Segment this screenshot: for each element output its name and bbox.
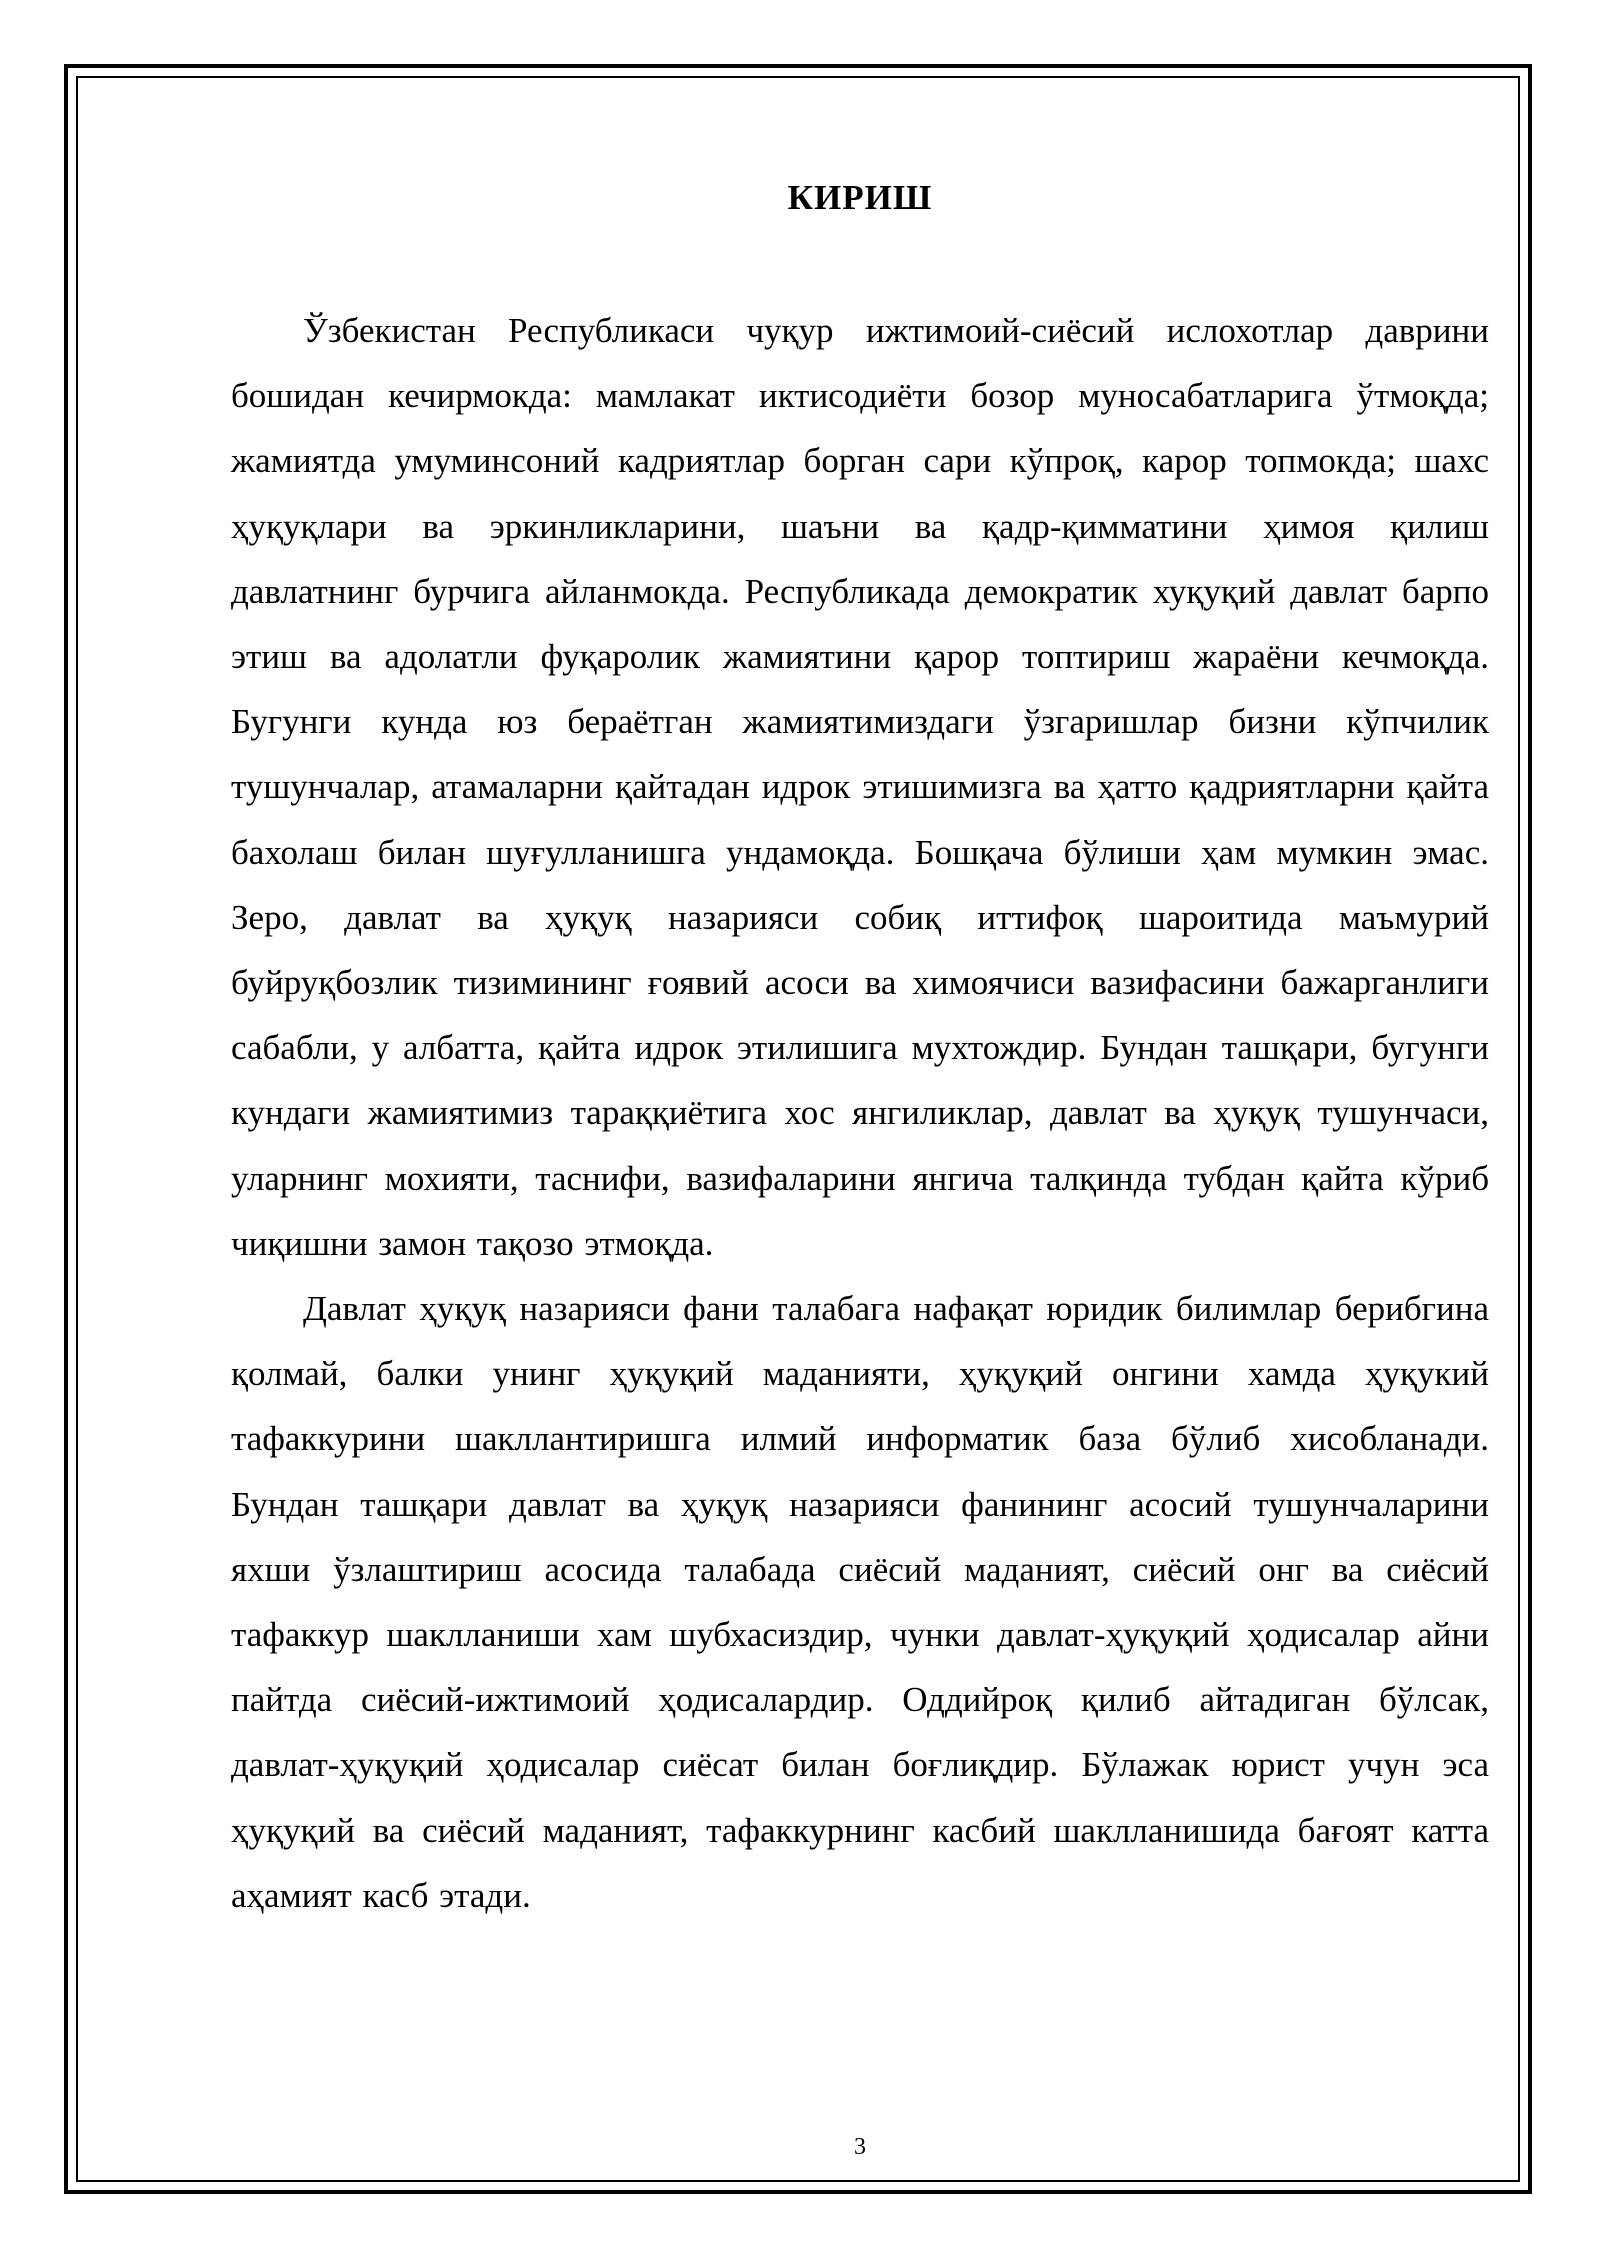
- paragraph-2: Давлат ҳуқуқ назарияси фани талабага нафақат юридик билимлар берибгина қолмай, балки унинг ҳуқуқий маданияти, ҳуқуқий онгини хамда ҳуқукий тафаккурини шакллантиришга илмий информатик база бўлиб хисобланади. Бундан ташқари давлат ва ҳуқуқ назарияси фанининг асосий тушунчаларини яхши ўзлаштириш асосида талабада сиёсий маданият, сиёсий онг ва сиёсий тафаккур шаклланиши хам шубхасиздир, чунки давлат-ҳуқуқий ҳодисалар айни пайтда сиёсий-ижтимоий ҳодисалардир. Оддийроқ қилиб айтадиган бўлсак, давлат-ҳуқуқий ҳодисалар сиёсат билан боғлиқдир. Бўлажак юрист учун эса ҳуқуқий ва сиёсий маданият, тафаккурнинг касбий шаклланишида бағоят катта аҳамият касб этади.: [231, 1289, 1489, 1915]
- body-text: [231, 298, 1489, 1928]
- page-title: КИРИШ: [787, 178, 933, 217]
- paragraph-1: Ўзбекистан Республикаси чуқур ижтимоий-сиёсий ислохотлар даврини бошидан кечирмокда: мамлакат иктисодиёти бозор муносабатларига ўтмоқда; жамиятда умуминсоний кадриятлар борган сари кўпроқ, карор топмокда; шахс ҳуқуқлари ва эркинликларини, шаъни ва қадр-қимматини ҳимоя қилиш давлатнинг бурчига айланмокда. Республикада демократик хуқуқий давлат барпо этиш ва адолатли фуқаролик жамиятини қарор топтириш жараёни кечмоқда. Бугунги кунда юз бераётган жамиятимиздаги ўзгаришлар бизни кўпчилик тушунчалар, атамаларни қайтадан идрок этишимизга ва ҳатто қадриятларни қайта бахолаш билан шуғулланишга ундамоқда. Бошқача бўлиши ҳам мумкин эмас. Зеро, давлат ва ҳуқуқ назарияси собиқ иттифоқ шароитида маъмурий буйруқбозлик тизимининг ғоявий асоси ва химоячиси вазифасини бажарганлиги сабабли, у албатта, қайта идрок этилишига мухтождир. Бундан ташқари, бугунги кундаги жамиятимиз тараққиётига хос янгиликлар, давлат ва ҳуқуқ тушунчаси, уларнинг мохияти, таснифи, вазифаларини янгича талқинда тубдан қайта кўриб чиқишни замон тақозо этмоқда.: [231, 311, 1489, 1263]
- page-number: 3: [854, 2134, 866, 2160]
